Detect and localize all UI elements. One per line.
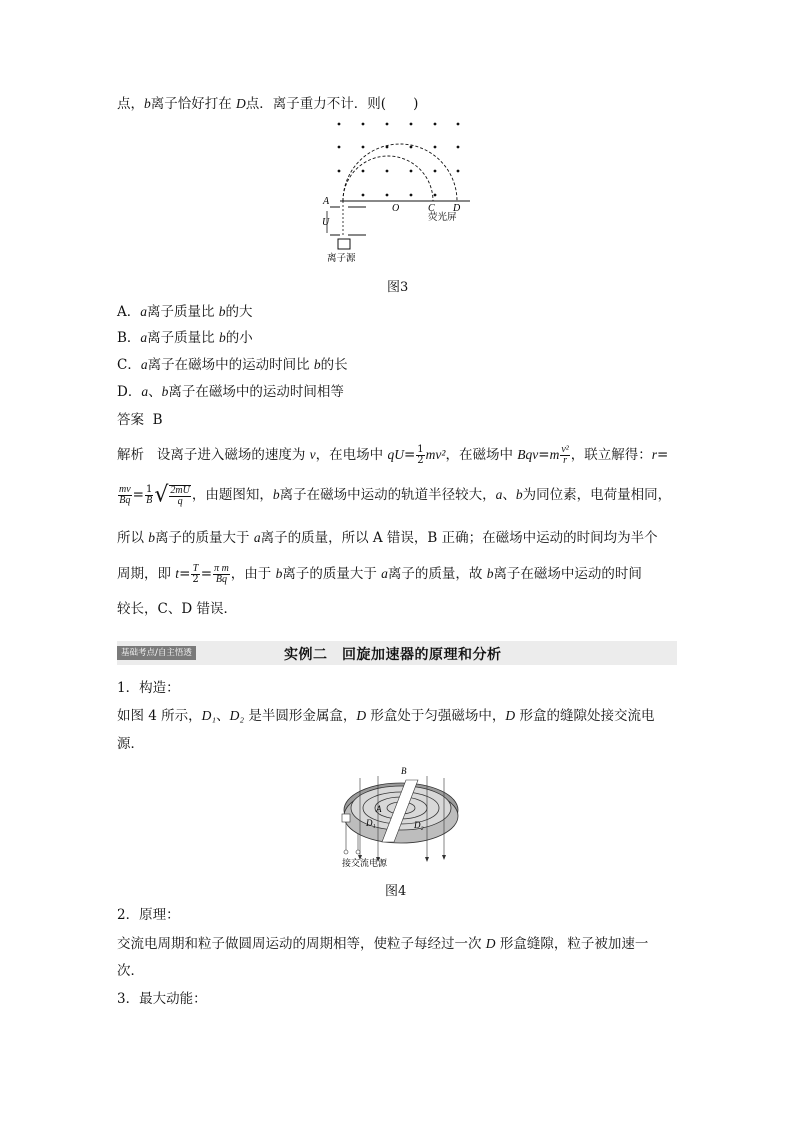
equals: = <box>403 447 416 463</box>
text: 为同位素，电荷量相同， <box>522 487 672 503</box>
part1-line-2: 源． <box>117 736 144 752</box>
var-b: b <box>218 304 226 319</box>
text: 离子的质量大于 <box>282 566 382 582</box>
fraction-2mu-q <box>169 485 190 507</box>
text: ，由于 <box>230 566 276 582</box>
var-b: b <box>144 96 151 111</box>
text: 形盒缝隙，粒子被加速一 <box>495 936 649 952</box>
option-text: 、 <box>148 384 162 400</box>
fraction-1-b <box>145 485 153 506</box>
text: 离子的质量，故 <box>387 566 487 582</box>
option-letter: B． <box>117 330 141 346</box>
label-power: 接交流电源 <box>342 858 388 868</box>
option-a <box>117 303 253 321</box>
var-bqv: Bqv <box>517 447 539 462</box>
label-d2: D₂ <box>414 820 424 830</box>
fraction-v2-r <box>560 445 569 466</box>
var-mv2: mv² <box>425 447 446 462</box>
label-screen: 荧光屏 <box>428 213 457 223</box>
var-r: r <box>651 447 658 462</box>
label-o: O <box>392 203 400 214</box>
numerator: 2mU <box>170 484 190 496</box>
intro-text: 点， <box>117 96 144 112</box>
text: 离子的质量大于 <box>155 530 254 546</box>
option-letter: C． <box>117 357 141 373</box>
part3-heading: 3．最大动能： <box>117 991 207 1007</box>
analysis-line-5: 较长，C、D 错误． <box>117 601 237 617</box>
sqrt-sign: √ <box>154 482 169 508</box>
text: ，在电场中 <box>315 447 388 463</box>
section-header-bar <box>117 641 677 665</box>
var-a: a <box>495 487 503 502</box>
label-c: C <box>428 203 435 214</box>
denominator: q <box>177 495 183 507</box>
text: 离子在磁场中运动的轨道半径较大， <box>279 487 496 503</box>
analysis-label: 解析 <box>117 447 144 463</box>
var-d1: D₁ <box>201 708 217 723</box>
denominator: r <box>563 455 567 466</box>
denominator: 2 <box>417 455 424 466</box>
figure-4-caption: 图4 <box>385 884 407 899</box>
equals: = <box>132 487 144 503</box>
text: ，联立解得： <box>570 447 652 463</box>
label-b-field: B <box>401 766 407 776</box>
text: ，在磁场中 <box>445 447 518 463</box>
part2-line-1 <box>117 935 648 953</box>
text: 交流电周期和粒子做圆周运动的周期相等，使粒子每经过一次 <box>117 936 486 952</box>
option-letter: D． <box>117 384 142 400</box>
part2-heading: 2．原理： <box>117 907 180 923</box>
option-text: 离子在磁场中的运动时间相等 <box>168 384 344 400</box>
denominator: Bq <box>119 495 131 506</box>
equals: = <box>179 566 191 582</box>
option-text: 离子在磁场中的运动时间比 <box>147 357 314 373</box>
option-text: 离子质量比 <box>147 304 219 320</box>
equals: = <box>200 566 213 582</box>
fraction-t-2 <box>191 564 199 585</box>
section-tag: 基础考点/自主悟透 <box>117 646 196 660</box>
figure-3-caption: 图3 <box>387 280 409 295</box>
option-b <box>117 329 253 347</box>
text: 离子在磁场中运动的时间 <box>493 566 642 582</box>
var-v: v <box>309 447 316 462</box>
option-text: 的小 <box>225 330 253 346</box>
var-a: a <box>253 530 261 545</box>
denominator: B <box>146 495 153 506</box>
var-b: b <box>272 487 280 502</box>
numerator: T <box>192 563 199 574</box>
text: 、 <box>502 487 516 503</box>
var-b: b <box>515 487 523 502</box>
intro-line <box>117 95 418 113</box>
option-letter: A． <box>117 304 141 320</box>
text: ，由题图知， <box>191 487 273 503</box>
equals: = <box>538 447 550 463</box>
var-b: b <box>161 384 169 399</box>
text: 离子的质量，所以 A 错误，B 正确；在磁场中运动的时间均为半个 <box>260 530 658 546</box>
text: 形盒处于匀强磁场中， <box>366 708 506 724</box>
var-d: D <box>505 708 516 723</box>
var-a: a <box>141 384 149 399</box>
var-d: D <box>485 936 496 951</box>
text: 所以 <box>117 530 149 546</box>
var-b: b <box>486 566 494 581</box>
var-d: D <box>356 708 367 723</box>
var-b: b <box>148 530 156 545</box>
answer-line <box>117 411 163 429</box>
option-text: 离子质量比 <box>147 330 219 346</box>
var-d: D <box>236 96 246 111</box>
text: 、 <box>216 708 230 724</box>
label-a-point: A <box>323 196 330 207</box>
option-text: 的长 <box>320 357 348 373</box>
numerator: v² <box>561 444 569 455</box>
denominator: Bq <box>215 574 227 585</box>
option-d <box>117 383 344 401</box>
analysis-line-4 <box>117 557 642 591</box>
answer-value: B <box>152 412 163 428</box>
fraction-half <box>416 445 424 466</box>
option-text: 的大 <box>225 304 253 320</box>
label-source: 离子源 <box>327 254 356 264</box>
fraction-mv-bq <box>118 485 132 506</box>
text: 如图 4 所示， <box>117 708 202 724</box>
text: 形盒的缝隙处接交流电 <box>515 708 655 724</box>
analysis-line-3 <box>117 529 658 547</box>
var-a: a <box>140 304 147 319</box>
analysis-line-1 <box>117 440 668 470</box>
label-d: D <box>453 203 461 214</box>
equals: = <box>657 447 669 463</box>
label-d1: D₁ <box>366 818 376 828</box>
var-qu: qU <box>387 447 404 462</box>
var-a: a <box>381 566 388 581</box>
numerator: π m <box>214 563 229 574</box>
var-a: a <box>140 330 148 345</box>
numerator: mv <box>119 484 131 495</box>
text: 是半圆形金属盒， <box>244 708 357 724</box>
numerator: 1 <box>417 444 424 455</box>
part2-line-2: 次． <box>117 963 144 979</box>
numerator: 1 <box>145 484 153 495</box>
option-c <box>117 356 348 374</box>
denominator: 2 <box>192 574 199 585</box>
var-d2: D₂ <box>229 708 245 723</box>
analysis-line-2 <box>117 478 671 513</box>
label-a-center: A <box>376 804 382 814</box>
var-b: b <box>313 357 321 372</box>
var-b: b <box>218 330 226 345</box>
section-title: 实例二 回旋加速器的原理和分析 <box>284 647 502 663</box>
figure-4-diagram <box>338 762 468 872</box>
answer-label: 答案 <box>117 412 144 428</box>
var-a: a <box>140 357 148 372</box>
var-m: m <box>549 447 560 462</box>
var-t: t <box>175 566 180 581</box>
intro-text: 点．离子重力不计．则( ) <box>245 96 419 112</box>
fraction-pim-bq <box>213 564 230 585</box>
text: 设离子进入磁场的速度为 <box>156 447 310 463</box>
label-u: U <box>322 217 330 228</box>
intro-text: 离子恰好打在 <box>150 96 237 112</box>
figure-3-diagram <box>318 115 478 265</box>
part1-line-1 <box>117 707 654 725</box>
text: 周期，即 <box>117 566 176 582</box>
var-b: b <box>275 566 283 581</box>
part1-heading: 1．构造： <box>117 680 180 696</box>
